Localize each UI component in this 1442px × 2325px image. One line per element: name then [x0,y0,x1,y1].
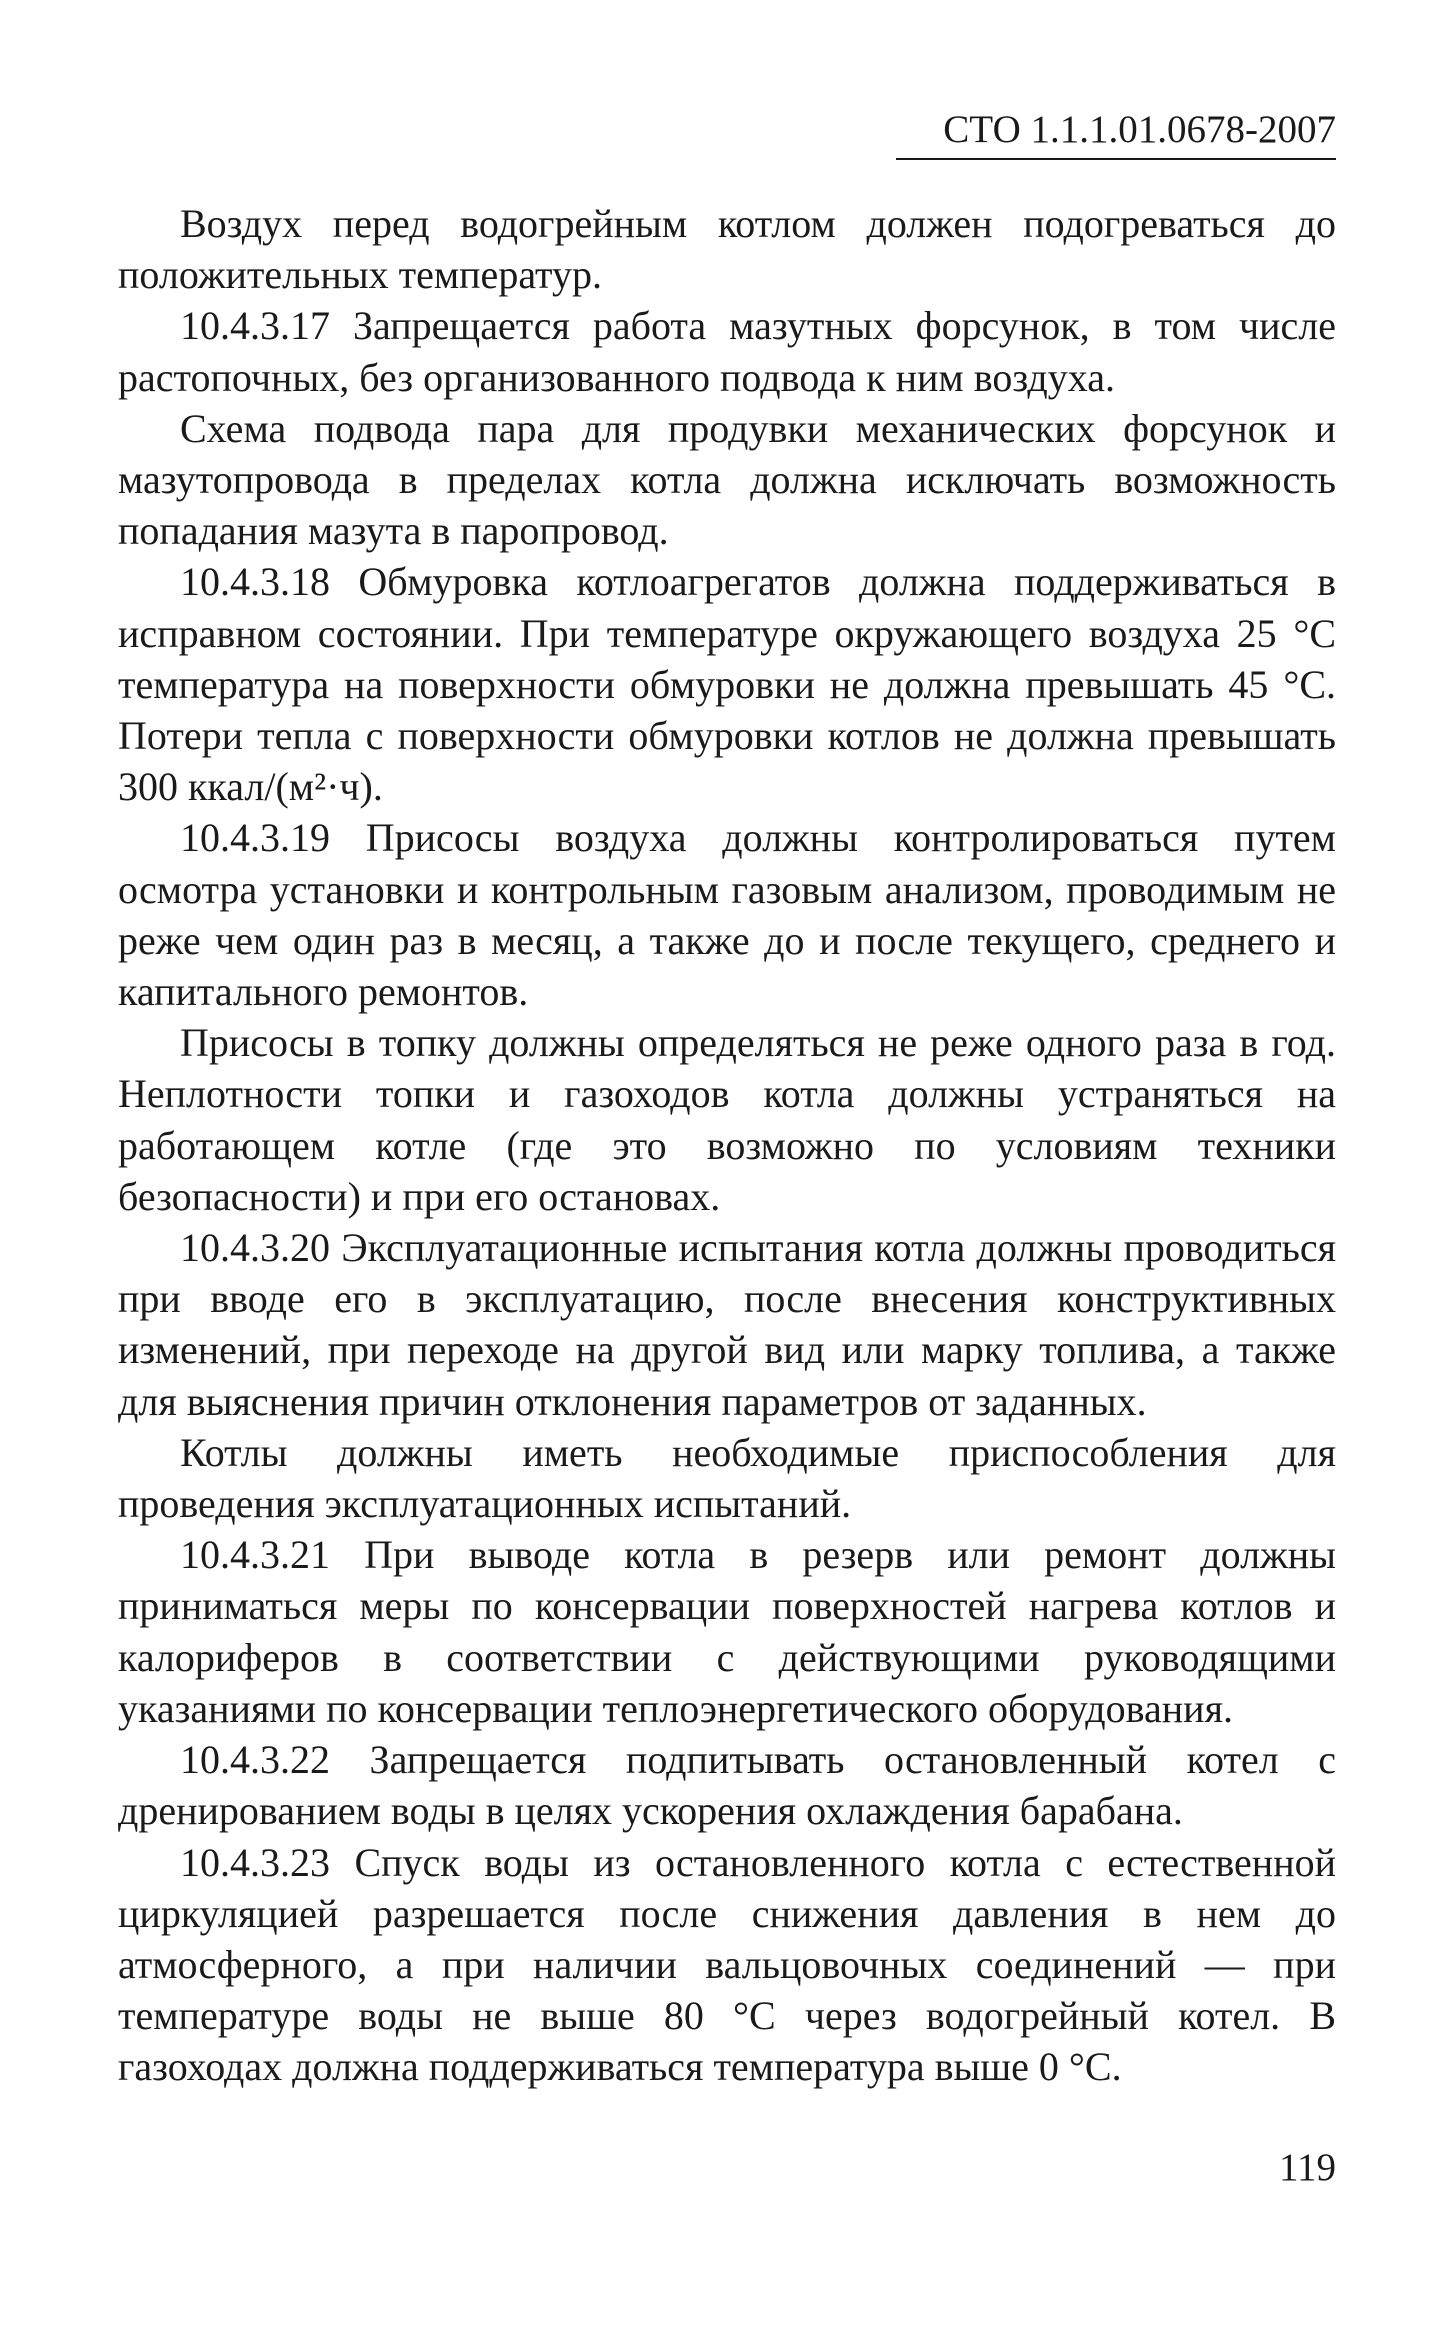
paragraph: Воздух перед водогрейным котлом должен подогреваться до положительных температур. [118,201,1336,298]
body-text [118,198,1336,2093]
paragraph: Присосы в топку должны определяться не реже одного раза в год. Неплотности топки и газоходов котла должны устраняться на работающем котле (где это возможно по условиям техники безопасности) и при его остановах. [118,1020,1336,1219]
paragraph: 10.4.3.22 Запрещается подпитывать остановленный котел с дренированием воды в целях ускорения охлаждения барабана. [118,1737,1336,1834]
paragraph: 10.4.3.18 Обмуровка котлоагрегатов должна поддерживаться в исправном состоянии. При температуре окружающего воздуха 25 °С температура на поверхности обмуровки не должна превышать 45 °С. Потери тепла с поверхности обмуровки котлов не должна превышать 300 ккал/(м²·ч). [118,559,1336,810]
page-number: 119 [1278,2146,1336,2189]
paragraph: Схема подвода пара для продувки механических форсунок и мазутопровода в пределах котла должна исключать возможность попадания мазута в паропровод. [118,405,1336,554]
paragraph: Котлы должны иметь необходимые приспособления для проведения эксплуатационных испытаний. [118,1429,1336,1527]
paragraph: 10.4.3.19 Присосы воздуха должны контролироваться путем осмотра установки и контрольным газовым анализом, проводимым не реже чем один раз в месяц, а также до и после текущего, среднего и капитального ремонтов. [118,815,1336,1015]
paragraph: 10.4.3.23 Спуск воды из остановленного котла с естественной циркуляцией разрешается после снижения давления в нем до атмосферного, а при наличии вальцовочных соединений — при температуре воды не выше 80 °С через водогрейный котел. В газоходах должна поддерживаться температура выше 0 °С. [118,1839,1336,2090]
paragraph: 10.4.3.21 При выводе котла в резерв или ремонт должны приниматься меры по консервации поверхностей нагрева котлов и калориферов в соответствии с действующими руководящими указаниями по консервации теплоэнергетического оборудования. [118,1532,1336,1731]
paragraph: 10.4.3.17 Запрещается работа мазутных форсунок, в том числе растопочных, без организованного подвода к ним воздуха. [118,303,1336,400]
paragraph: 10.4.3.20 Эксплуатационные испытания котла должны проводиться при вводе его в эксплуатацию, после внесения конструктивных изменений, при переходе на другой вид или марку топлива, а также для выяснения причин отклонения параметров от заданных. [118,1225,1336,1424]
running-header-doc-code: СТО 1.1.1.01.0678-2007 [896,106,1336,160]
